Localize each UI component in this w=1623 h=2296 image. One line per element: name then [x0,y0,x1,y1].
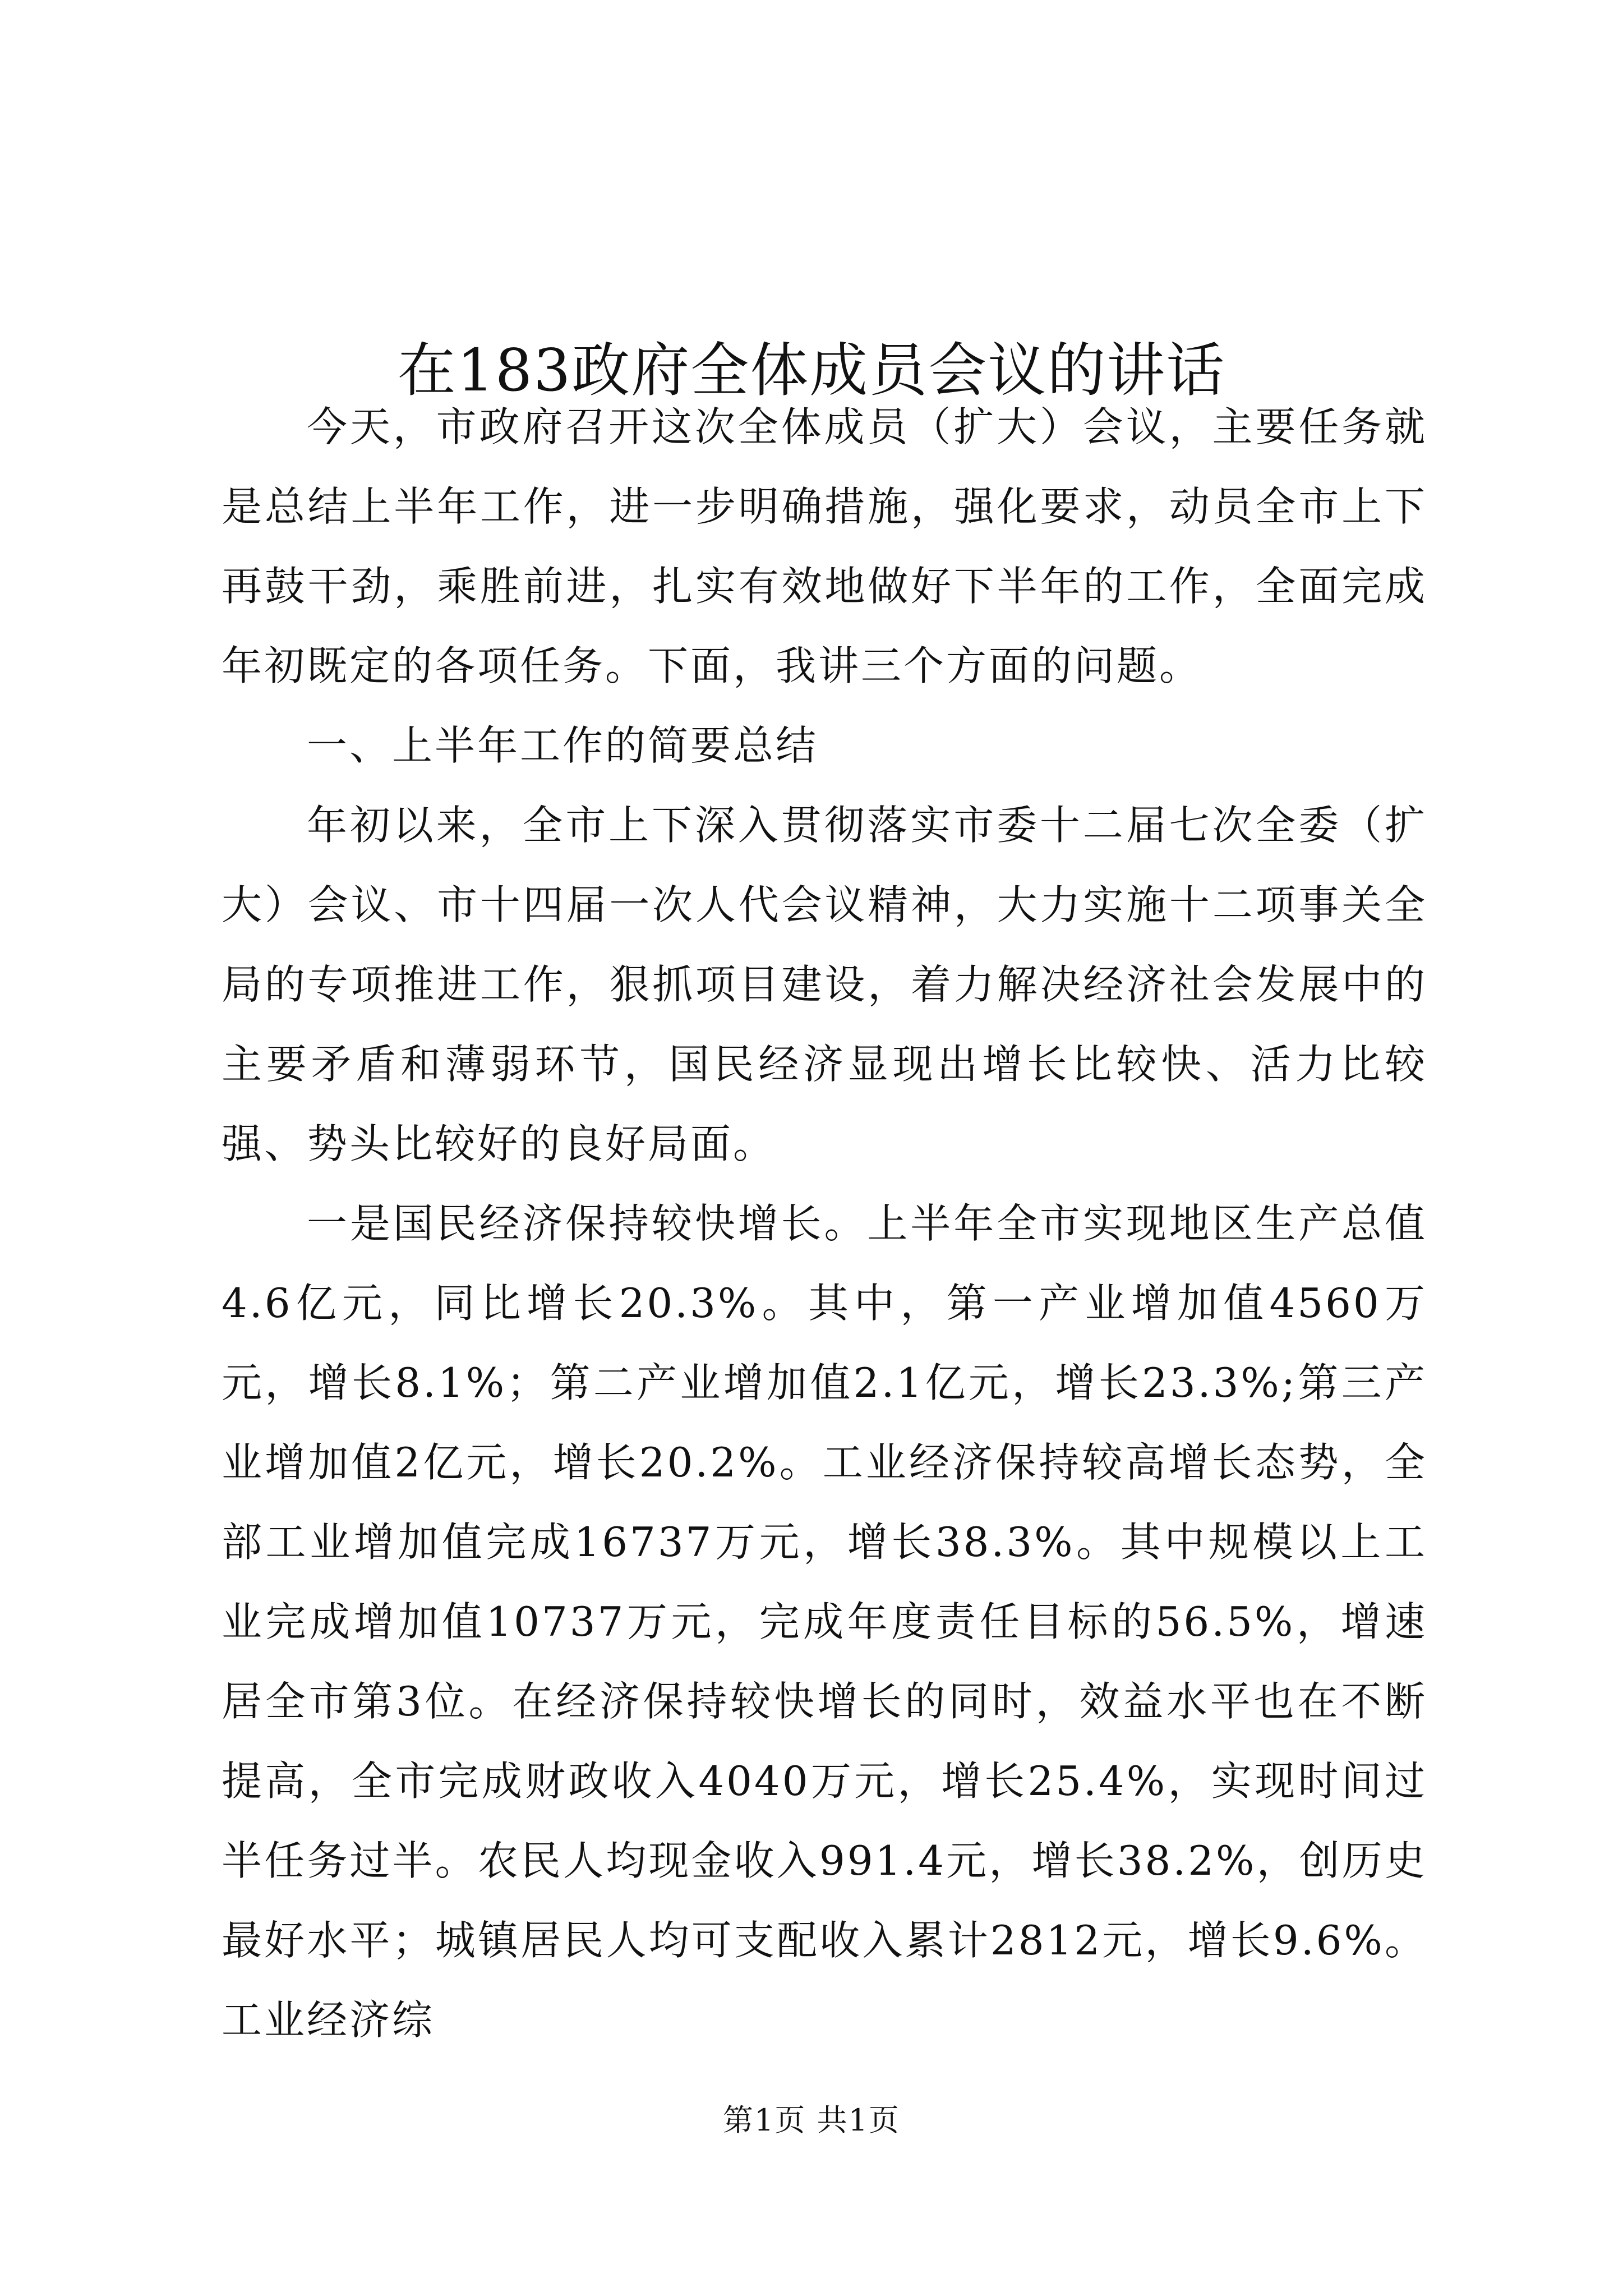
section-heading-1: 一、上半年工作的简要总结 [307,722,819,769]
document-title: 在183政府全体成员会议的讲话 [397,335,1226,404]
paragraph-intro: 今天，市政府召开这次全体成员（扩大）会议，主要任务就是总结上半年工作，进一步明确措施，强化要求，动员全市上下再鼓干劲，乘胜前进，扎实有效地做好下半年的工作，全面完成年初既定的各项任务。下面，我讲三个方面的问题。 [222,403,1427,689]
document-body [222,387,1427,2060]
paragraph-economy: 一是国民经济保持较快增长。上半年全市实现地区生产总值4.6亿元，同比增长20.3%。其中，第一产业增加值4560万元，增长8.1%；第二产业增加值2.1亿元，增长23.3%;第三产业增加值2亿元，增长20.2%。工业经济保持较高增长态势，全部工业增加值完成16737万元，增长38.3%。其中规模以上工业完成增加值10737万元，完成年度责任目标的56.5%，增速居全市第3位。在经济保持较快增长的同时，效益水平也在不断提高，全市完成财政收入4040万元，增长25.4%，实现时间过半任务过半。农民人均现金收入991.4元，增长38.2%，创历史最好水平；城镇居民人均可支配收入累计2812元，增长9.6%。工业经济综 [222,1200,1427,2044]
page-footer: 第1页 共1页 [723,2102,900,2138]
paragraph-summary: 年初以来，全市上下深入贯彻落实市委十二届七次全委（扩大）会议、市十四届一次人代会议精神，大力实施十二项事关全局的专项推进工作，狠抓项目建设，着力解决经济社会发展中的主要矛盾和薄弱环节，国民经济显现出增长比较快、活力比较强、势头比较好的良好局面。 [222,802,1427,1167]
